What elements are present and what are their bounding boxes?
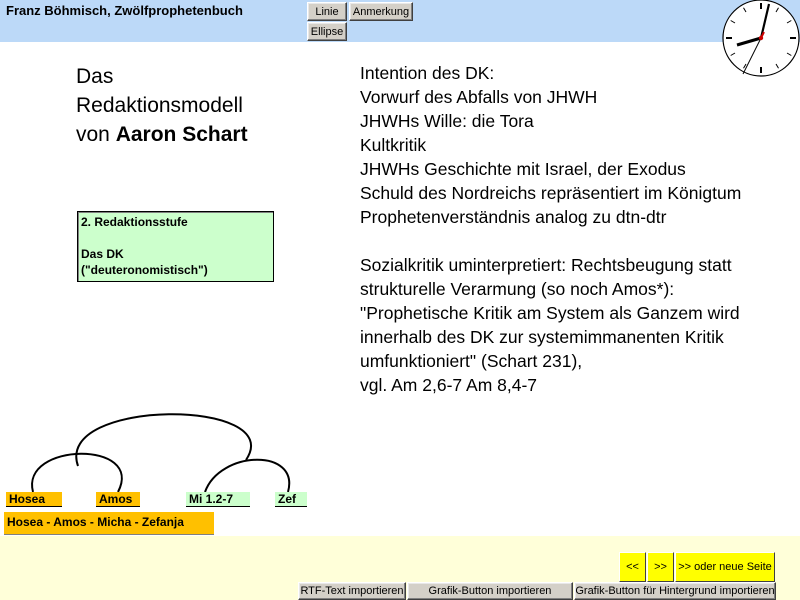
text-line: "Prophetische Kritik am System als Ganzem wird xyxy=(360,303,740,323)
import-rtf-text-button[interactable]: RTF-Text importieren xyxy=(298,582,406,600)
text-line: JHWHs Geschichte mit Israel, der Exodus xyxy=(360,159,686,179)
ellipse-tool-button[interactable]: Ellipse xyxy=(307,22,347,41)
heading-line-1: Das xyxy=(76,65,114,88)
heading-line-2: Redaktionsmodell xyxy=(76,94,243,117)
stage-subtitle: ("deuteronomistisch") xyxy=(81,263,208,277)
text-line: Sozialkritik uminterpretiert: Rechtsbeugung statt xyxy=(360,255,732,275)
text-line: vgl. Am 2,6-7 Am 8,4-7 xyxy=(360,375,538,395)
text-line: JHWHs Wille: die Tora xyxy=(360,111,534,131)
book-amos: Amos xyxy=(96,492,140,507)
redaction-stage-box xyxy=(77,211,274,282)
book-hosea: Hosea xyxy=(6,492,62,507)
text-line: Intention des DK: xyxy=(360,63,495,83)
main-text xyxy=(360,61,790,397)
import-graphic-button[interactable]: Grafik-Button importieren xyxy=(407,582,573,600)
combined-book-collection: Hosea - Amos - Micha - Zefanja xyxy=(4,512,214,535)
previous-page-button[interactable]: << xyxy=(619,552,646,582)
text-line: innerhalb des DK zur systemimmanenten Kritik xyxy=(360,327,724,347)
text-line: Schuld des Nordreichs repräsentiert im Königtum xyxy=(360,183,742,203)
heading-prefix: von xyxy=(76,123,116,146)
import-background-graphic-button[interactable]: Grafik-Button für Hintergrund importieren xyxy=(574,582,776,600)
text-line: Vorwurf des Abfalls von JHWH xyxy=(360,87,598,107)
next-or-new-page-button[interactable]: >> oder neue Seite xyxy=(675,552,775,582)
book-zefanja: Zef xyxy=(275,492,307,507)
redaction-diagram-arcs xyxy=(0,400,320,500)
author-name: Aaron Schart xyxy=(115,123,248,146)
slide-heading xyxy=(76,62,248,149)
stage-title: 2. Redaktionsstufe xyxy=(81,215,188,229)
next-page-button[interactable]: >> xyxy=(647,552,674,582)
line-tool-button[interactable]: Linie xyxy=(307,2,347,21)
text-line: umfunktioniert" (Schart 231), xyxy=(360,351,583,371)
app-title: Franz Böhmisch, Zwölfprophetenbuch xyxy=(6,3,243,18)
heading-line-3 xyxy=(76,120,248,149)
text-line: Kultkritik xyxy=(360,135,427,155)
annotation-button[interactable]: Anmerkung xyxy=(349,2,413,21)
text-line: Prophetenverständnis analog zu dtn-dtr xyxy=(360,207,667,227)
book-micha: Mi 1.2-7 xyxy=(186,492,250,507)
text-line: strukturelle Verarmung (so noch Amos*): xyxy=(360,279,675,299)
stage-name: Das DK xyxy=(81,247,124,261)
